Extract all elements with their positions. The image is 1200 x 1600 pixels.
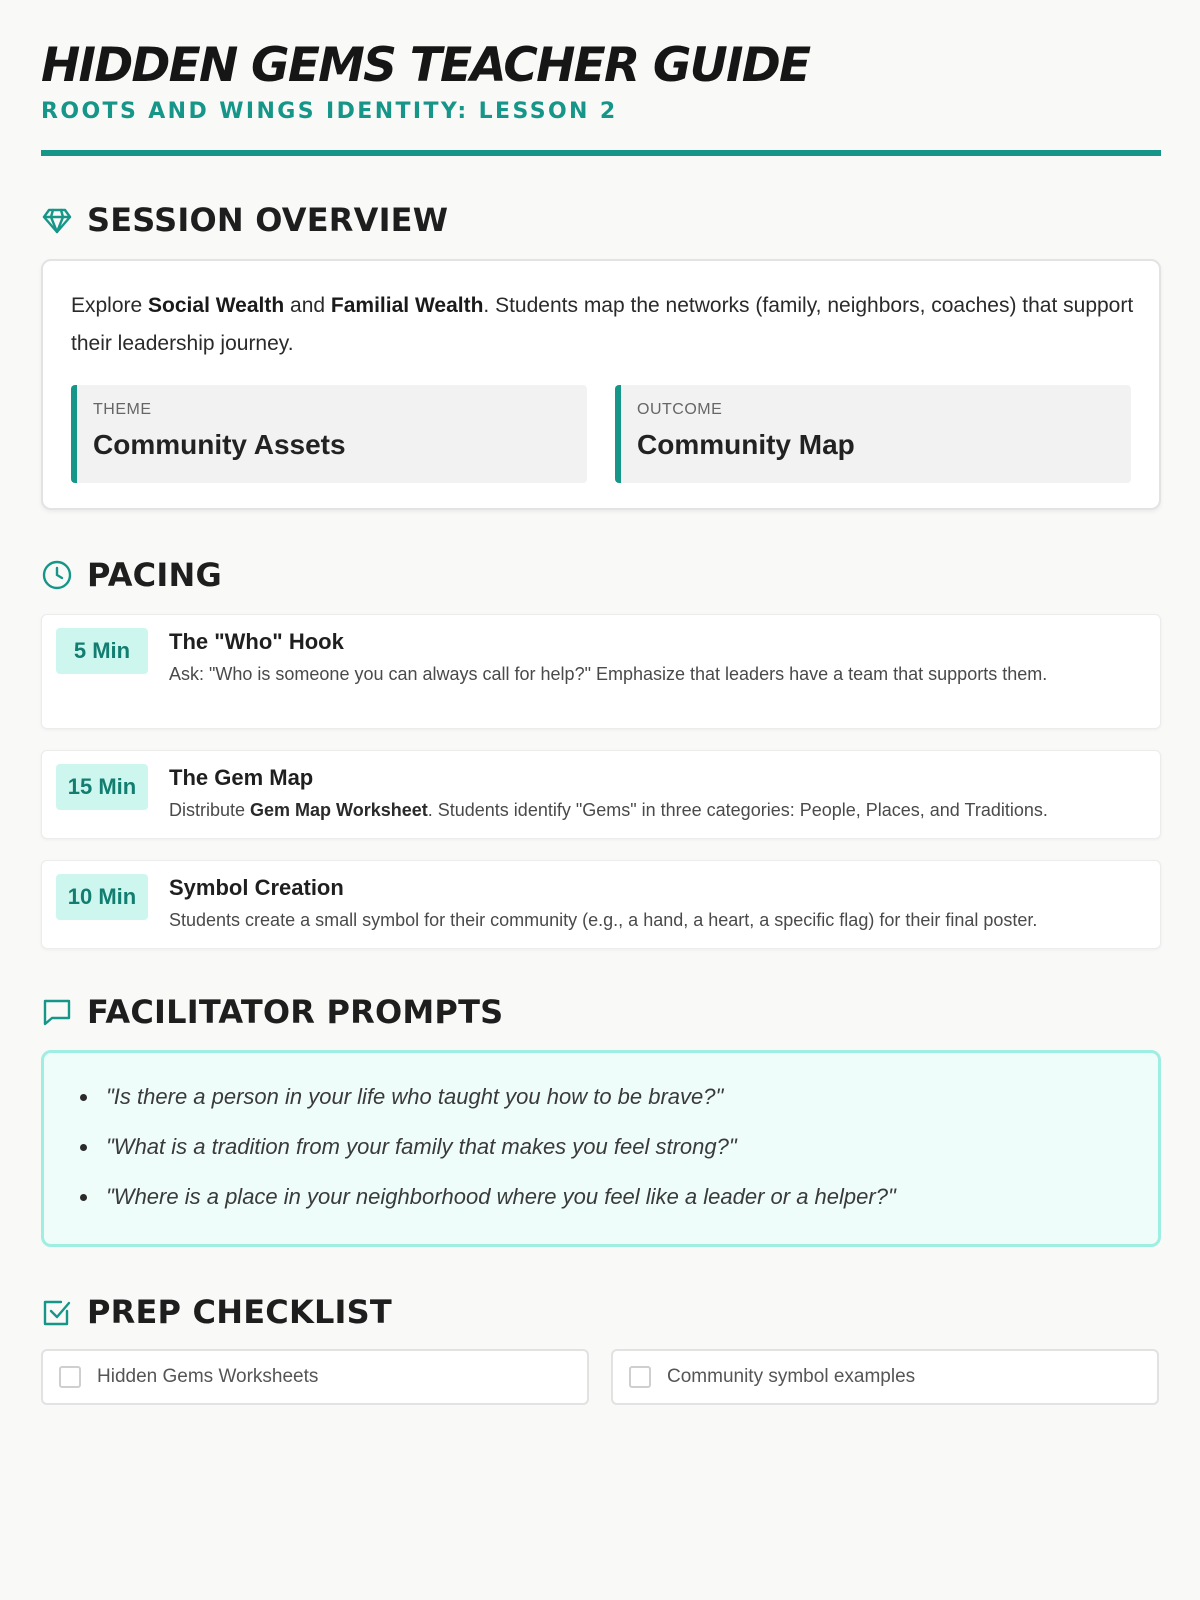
checklist-item-label: Community symbol examples	[667, 1366, 916, 1387]
prompts-box	[41, 1050, 1161, 1247]
prompt-item: "What is a tradition from your family that makes you feel strong?"	[76, 1127, 896, 1177]
theme-value: Community Assets	[93, 429, 346, 460]
time-badge: 10 Min	[56, 874, 148, 920]
bold-term: Gem Map Worksheet	[250, 800, 428, 820]
time-badge: 15 Min	[56, 764, 148, 810]
pacing-item	[41, 750, 1161, 839]
prompt-item: "Where is a place in your neighborhood where you feel like a leader or a helper?"	[76, 1177, 896, 1227]
prompt-item: "Is there a person in your life who taught you how to be brave?"	[76, 1077, 896, 1127]
section-heading-overview	[41, 200, 448, 240]
time-badge: 5 Min	[56, 628, 148, 674]
overview-card	[41, 259, 1161, 510]
pacing-item-description: Distribute Gem Map Worksheet. Students identify "Gems" in three categories: People, Places, and Traditions.	[169, 800, 1048, 820]
checkbox[interactable]	[629, 1366, 651, 1388]
bold-term: Familial Wealth	[330, 294, 484, 317]
pacing-item	[41, 614, 1161, 729]
header-divider	[41, 150, 1161, 156]
page-subtitle: ROOTS AND WINGS IDENTITY: LESSON 2	[41, 99, 618, 124]
outcome-value: Community Map	[637, 429, 855, 460]
checklist-item[interactable]	[611, 1349, 1159, 1405]
checklist-item[interactable]	[41, 1349, 589, 1405]
section-heading-checklist	[41, 1292, 392, 1332]
chat-icon	[41, 996, 73, 1028]
section-title: PREP CHECKLIST	[87, 1293, 392, 1331]
section-heading-pacing	[41, 555, 222, 595]
pacing-item-title: Symbol Creation	[169, 875, 344, 900]
gem-icon	[41, 204, 73, 236]
checkbox-icon	[41, 1296, 73, 1328]
theme-label: THEME	[93, 401, 152, 418]
bold-term: Social Wealth	[148, 294, 285, 317]
outcome-box	[615, 385, 1131, 483]
outcome-label: OUTCOME	[637, 401, 723, 418]
theme-box	[71, 385, 587, 483]
section-title: SESSION OVERVIEW	[87, 201, 449, 239]
checklist-item-label: Hidden Gems Worksheets	[97, 1366, 319, 1387]
pacing-item-description: Ask: "Who is someone you can always call for help?" Emphasize that leaders have a team that supports them.	[169, 664, 1048, 684]
overview-text: Explore Social Wealth and Familial Wealth. Students map the networks (family, neighbors, coaches) that support their leadership journey.	[71, 294, 1134, 355]
checkbox[interactable]	[59, 1366, 81, 1388]
pacing-item-title: The Gem Map	[169, 765, 314, 790]
section-title: FACILITATOR PROMPTS	[87, 993, 504, 1031]
pacing-item-title: The "Who" Hook	[169, 629, 344, 654]
clock-icon	[41, 559, 73, 591]
pacing-item	[41, 860, 1161, 949]
page-title: HIDDEN GEMS TEACHER GUIDE	[41, 38, 810, 93]
section-title: PACING	[87, 556, 222, 594]
prompts-list	[76, 1077, 896, 1227]
section-heading-prompts	[41, 992, 503, 1032]
pacing-item-description: Students create a small symbol for their community (e.g., a hand, a heart, a specific flag) for their final poster.	[169, 910, 1038, 930]
